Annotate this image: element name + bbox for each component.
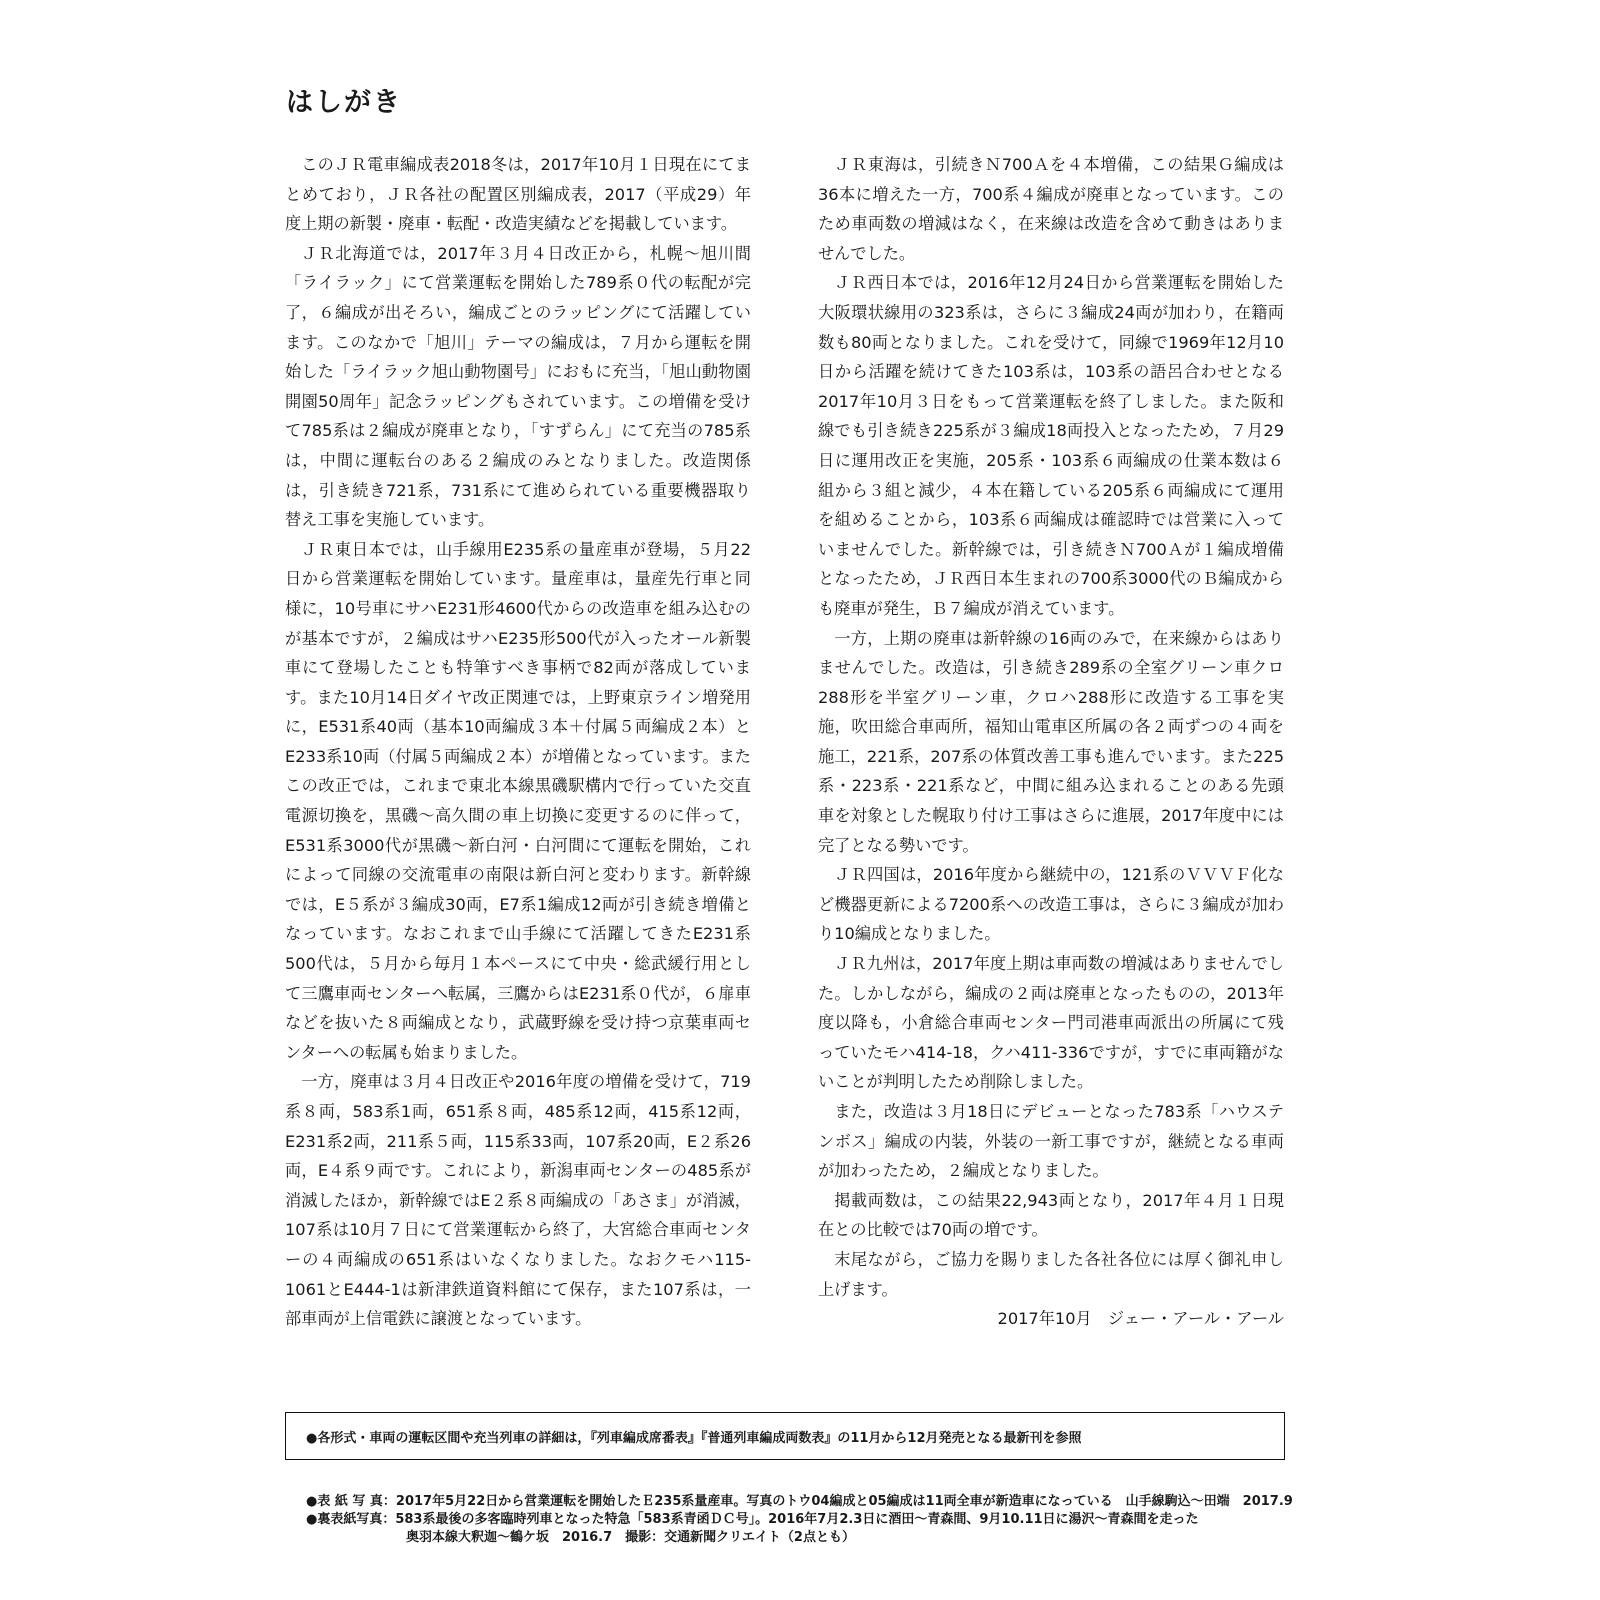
paragraph: 一方，上期の廃車は新幹線の16両のみで，在来線からはありませんでした。改造は，引き続き289系の全室グリーン車クロ288形を半室グリーン車，クロハ288形に改造する工事を実施，吹田総合車両所，福知山電車区所属の各２両ずつの４両を施工，221系，207系の体質改善工事も進んでいます。また225系・223系・221系など，中間に組み込まれることのある先頭車を対象とした幌取り付け工事はさらに進展，2017年度中には完了となる勢いです。 xyxy=(818,628,1284,855)
back-cover-caption xyxy=(306,1511,1296,1529)
paragraph: ＪＲ東海は，引続きＮ700Ａを４本増備，この結果Ｇ編成は36本に増えた一方，700系４編成が廃車となっています。このため車両数の増減はなく，在来線は改造を含めて動きはありませんでした。 xyxy=(818,155,1284,263)
paragraph: 末尾ながら，ご協力を賜りました各社各位には厚く御礼申し上げます。 xyxy=(818,1249,1284,1299)
front-cover-label: ●表 紙 写 真： xyxy=(306,1494,396,1509)
back-cover-label: ●裏表紙写真： xyxy=(306,1512,396,1527)
reference-note-box xyxy=(285,1412,1285,1460)
back-cover-text-2: 奥羽本線大釈迦～鶴ケ坂 2016.7 撮影：交通新聞クリエイト（2点とも） xyxy=(406,1530,855,1545)
signature: 2017年10月 ジェー・アール・アール xyxy=(997,1309,1284,1329)
page-title: はしがき xyxy=(286,87,402,118)
paragraph: ＪＲ東日本では，山手線用E235系の量産車が登場，５月22日から営業運転を開始しています。量産車は，量産先行車と同様に，10号車にサハE231形4600代からの改造車を組み込むのが基本ですが，２編成はサハE235形500代が入ったオール新製車にて登場したことも特筆すべき事柄で82両が落成しています。また10月14日ダイヤ改正関連では，上野東京ライン増発用に，E531系40両（基本10両編成３本＋付属５両編成２本）とE233系10両（付属５両編成２本）が増備となっています。またこの改正では，これまで東北本線黒磯駅構内で行っていた交直電源切換を，黒磯～高久間の車上切換に変更するのに伴って，E531系3000代が黒磯～新白河・白河間にて運転を開始，これによって同線の交流電車の南限は新白河と変わります。新幹線では，E５系が３編成30両，E7系1編成12両が引き続き増備となっています。なおこれまで山手線にて活躍してきたE231系500代は，５月から毎月１本ペースにて中央・総武緩行用として三鷹車両センターへ転属，三鷹からはE231系０代が，６扉車などを抜いた８両編成となり，武蔵野線を受け持つ京葉車両センターへの転属も始まりました。 xyxy=(285,539,751,1062)
paragraph: また，改造は３月18日にデビューとなった783系「ハウステンボス」編成の内装，外装の一新工事ですが，継続となる車両が加わったため，２編成となりました。 xyxy=(818,1102,1284,1181)
front-cover-caption xyxy=(306,1493,1296,1511)
back-cover-caption-line2 xyxy=(306,1529,1296,1547)
paragraph: ＪＲ北海道では，2017年３月４日改正から，札幌～旭川間「ライラック」にて営業運転を開始した789系０代の転配が完了，６編成が出そろい，編成ごとのラッピングにて活躍しています。このなかで「旭川」テーマの編成は，７月から運転を開始した「ライラック旭山動物園号」におもに充当，「旭山動物園開園50周年」記念ラッピングもされています。この増備を受けて785系は２編成が廃車となり，「すずらん」にて充当の785系は，中間に運転台のある２編成のみとなりました。改造関係は，引き続き721系，731系にて進められている重要機器取り替え工事を実施しています。 xyxy=(285,243,751,530)
paragraph: ＪＲ四国は，2016年度から継続中の，121系のＶＶＶＦ化など機器更新による7200系への改造工事は，さらに３編成が加わり10編成となりました。 xyxy=(818,865,1284,944)
paragraph: ＪＲ西日本では，2016年12月24日から営業運転を開始した大阪環状線用の323系は，さらに３編成24両が加わり，在籍両数も80両となりました。これを受けて，同線で1969年12月10日から活躍を続けてきた103系は，103系の語呂合わせとなる2017年10月３日をもって営業運転を終了しました。また阪和線でも引き続き225系が３編成18両投入となったため，７月29日に運用改正を実施，205系・103系６両編成の仕業本数は６組から３組と減少，４本在籍している205系６両編成にて運用を組めることから，103系６両編成は確認時では営業に入っていませんでした。新幹線では，引き続きＮ700Ａが１編成増備となったため，ＪＲ西日本生まれの700系3000代のＢ編成からも廃車が発生，Ｂ７編成が消えています。 xyxy=(818,273,1284,618)
left-column xyxy=(285,150,751,1334)
reference-note-text: ●各形式・車両の運転区間や充当列車の詳細は，『列車編成席番表』『普通列車編成両数表』の11月から12月発売となる最新刊を参照 xyxy=(306,1430,1082,1446)
back-cover-text: 583系最後の多客臨時列車となった特急「583系青函ＤＣ号」。2016年7月2.3日に酒田～青森間、9月10.11日に湯沢～青森間を走った xyxy=(395,1512,1199,1527)
paragraph: このＪＲ電車編成表2018冬は，2017年10月１日現在にてまとめており，ＪＲ各社の配置区別編成表，2017（平成29）年度上期の新製・廃車・転配・改造実績などを掲載しています。 xyxy=(285,155,751,234)
right-column xyxy=(818,150,1284,1334)
paragraph: 一方，廃車は３月４日改正や2016年度の増備を受けて，719系８両，583系1両，651系８両，485系12両，415系12両，E231系2両，211系５両，115系33両，107系20両，E２系26両，E４系９両です。これにより，新潟車両センターの485系が消滅したほか，新幹線ではE２系８両編成の「あさま」が消滅，107系は10月７日にて営業運転から終了，大宮総合車両センターの４両編成の651系はいなくなりました。なおクモハ115-1061とE444-1は新津鉄道資料館にて保存，また107系は，一部車両が上信電鉄に譲渡となっています。 xyxy=(285,1072,751,1329)
paragraph: ＪＲ九州は，2017年度上期は車両数の増減はありませんでした。しかしながら，編成の２両は廃車となったものの，2013年度以降も，小倉総合車両センター門司港車両派出の所属にて残っていたモハ414-18，クハ411-336ですが，すでに車両籍がないことが判明したため削除しました。 xyxy=(818,954,1284,1092)
front-cover-text: 2017年5月22日から営業運転を開始したＥ235系量産車。写真のトウ04編成と05編成は11両全車が新造車になっている 山手線駒込～田端 2017.9 xyxy=(395,1494,1293,1509)
paragraph: 掲載両数は，この結果22,943両となり，2017年４月１日現在との比較では70両の増です。 xyxy=(818,1190,1284,1240)
photo-captions xyxy=(306,1493,1296,1547)
